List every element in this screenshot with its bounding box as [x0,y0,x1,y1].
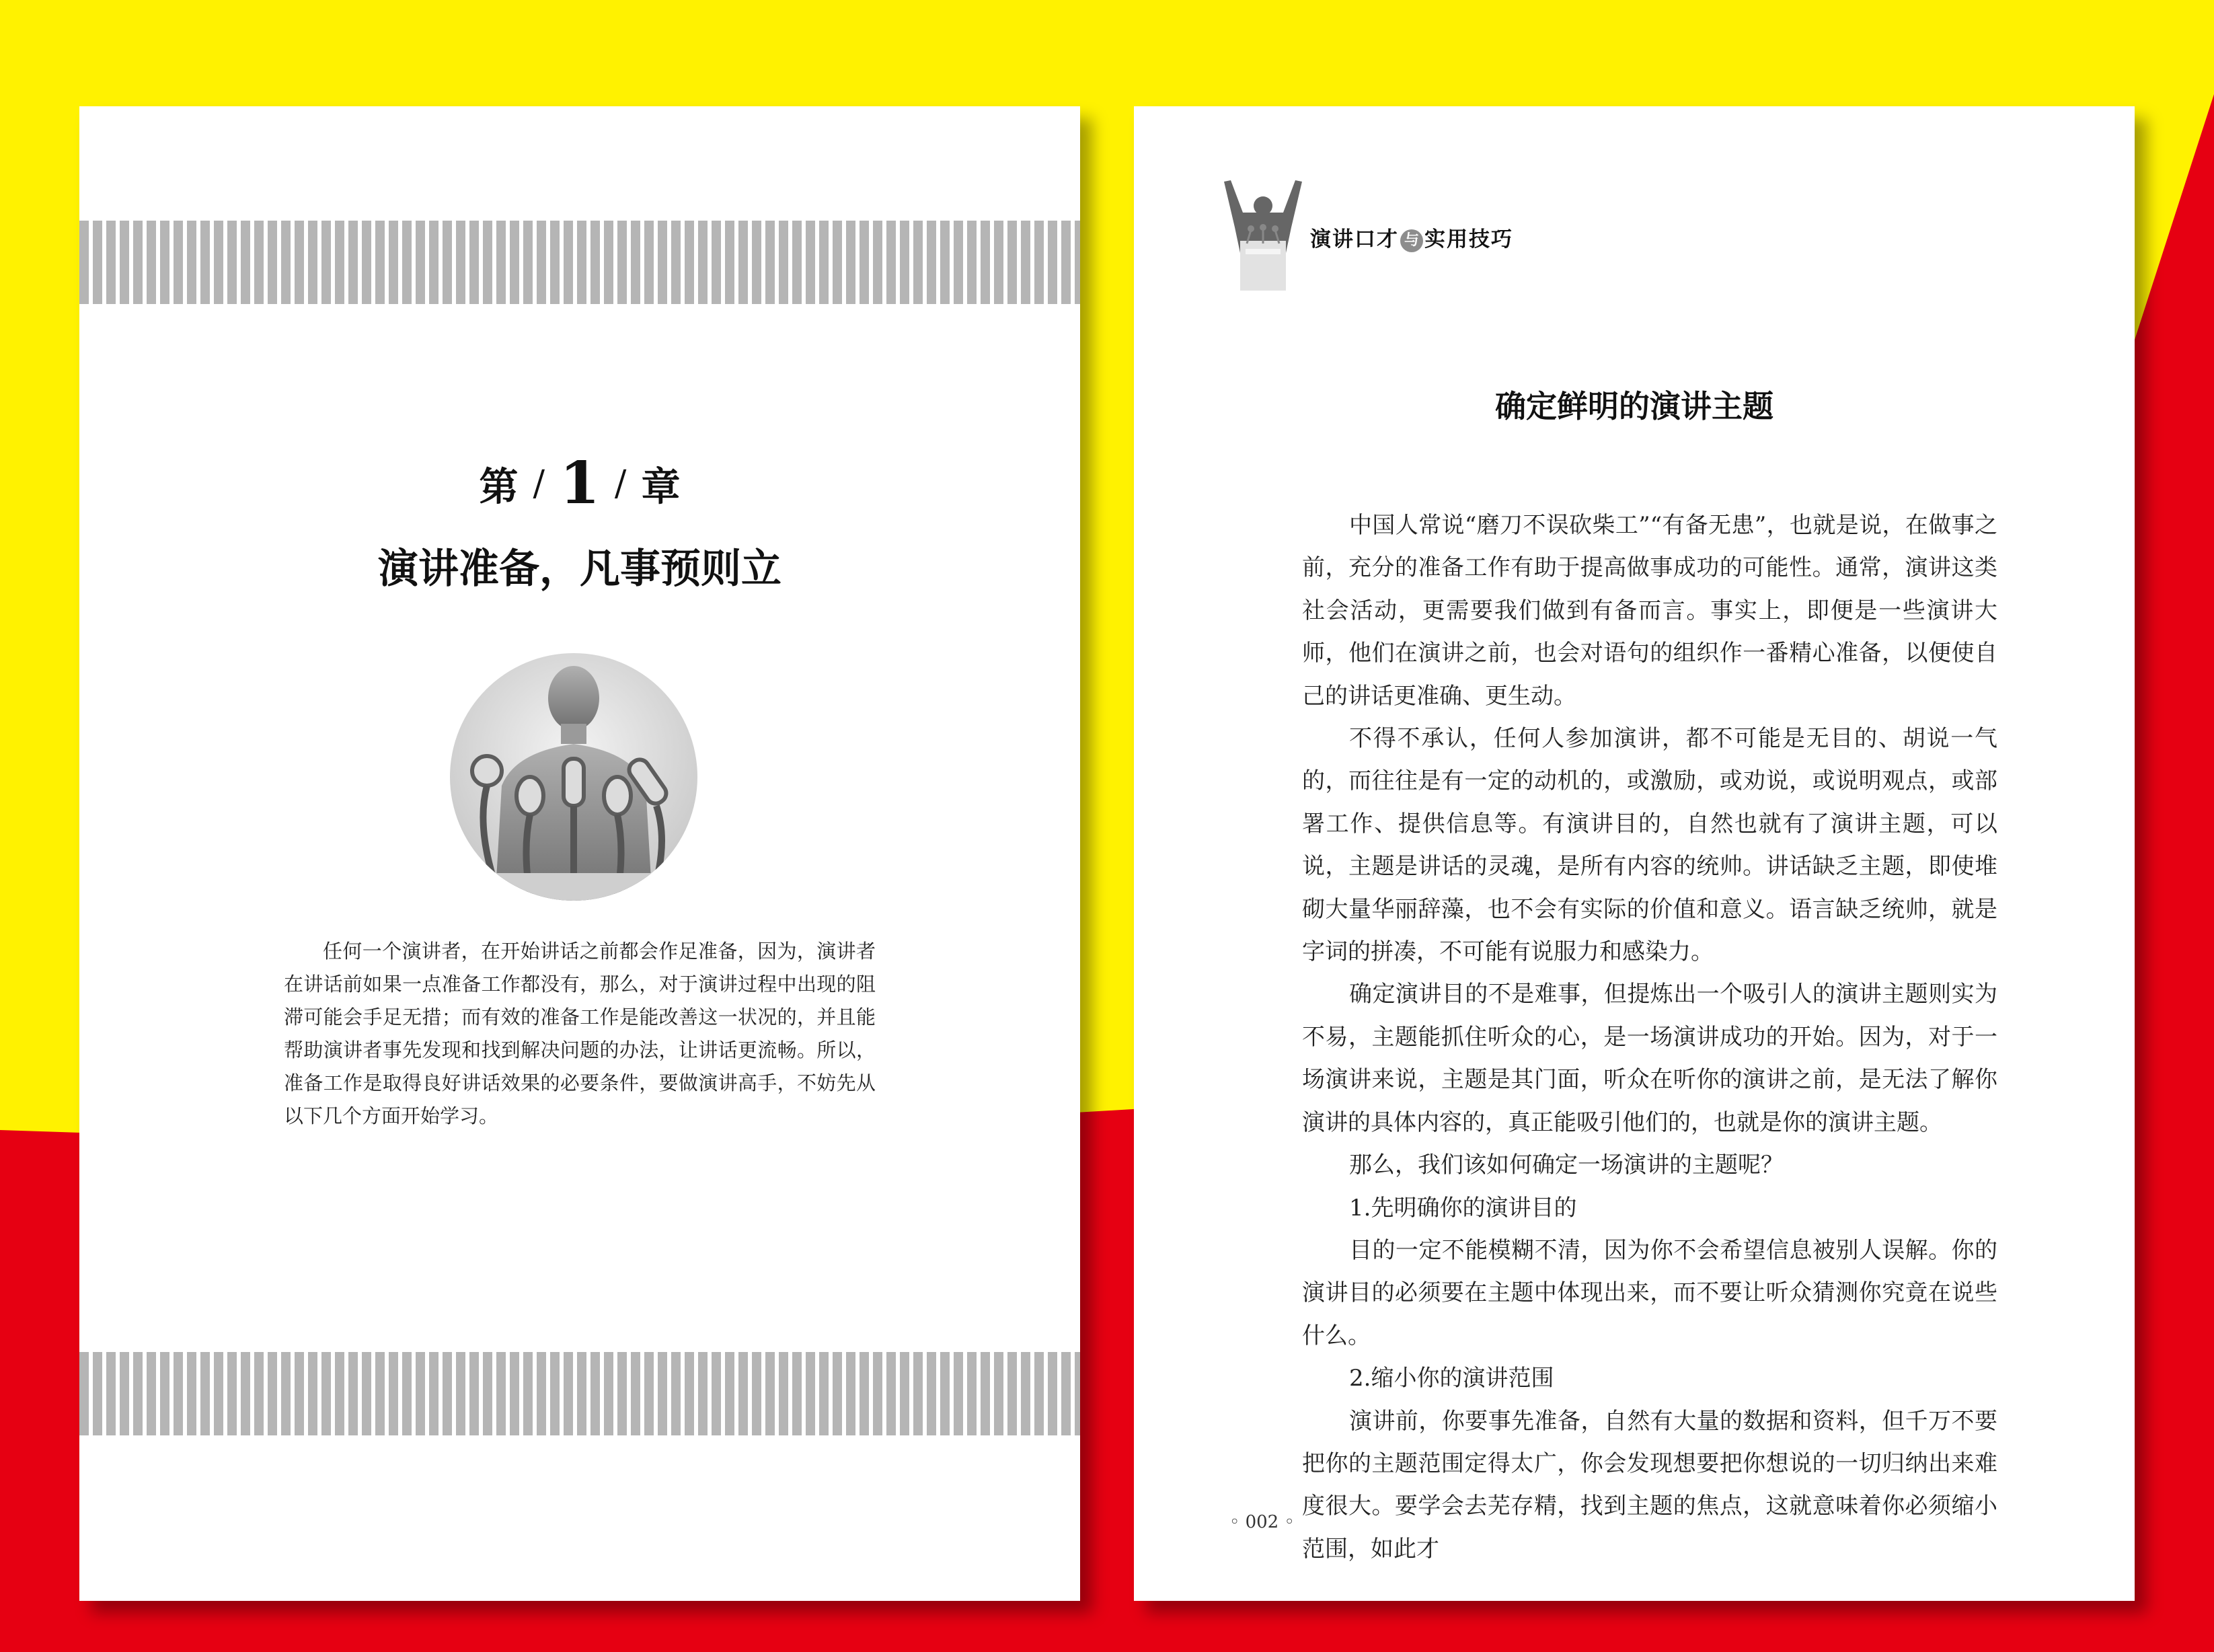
body-paragraph: 演讲前，你要事先准备，自然有大量的数据和资料，但千万不要把你的主题范围定得太广，你会发现想要把你想说的一切归纳出来难度很大。要学会去芜存精，找到主题的焦点，这就意味着你必须缩小范围，如此才 [1302,1407,1997,1563]
body-paragraph: 中国人常说“磨刀不误砍柴工”“有备无患”，也就是说，在做事之前，充分的准备工作有助于提高做事成功的可能性。通常，演讲这类社会活动，更需要我们做到有备而言。事实上，即便是一些演讲大师，他们在演讲之前，也会对语句的组织作一番精心准备，以便使自己的讲话更准确、更生动。 [1302,512,1997,710]
subheading: 1.先明确你的演讲目的 [1349,1194,1577,1222]
intro-paragraph: 任何一个演讲者，在开始讲话之前都会作足准备，因为，演讲者在讲话前如果一点准备工作都没有，那么，对于演讲过程中出现的阻滞可能会手足无措；而有效的准备工作是能改善这一状况的，并且能帮助演讲者事先发现和找到解决问题的办法，让讲话更流畅。所以，准备工作是取得良好讲话效果的必要条件，要做演讲高手，不妨先从以下几个方面开始学习。 [284,940,876,1127]
chapter-intro [284,935,876,1133]
body-paragraph: 不得不承认，任何人参加演讲，都不可能是无目的、胡说一气的，而往往是有一定的动机的，或激励，或劝说，或说明观点，或部署工作、提供信息等。有演讲目的，自然也就有了演讲主题，可以说，主题是讲话的灵魂，是所有内容的统帅。讲话缺乏主题，即使堆砌大量华丽辞藻，也不会有实际的价值和意义。语言缺乏统帅，就是字词的拼凑，不可能有说服力和感染力。 [1302,725,1997,966]
subheading: 2.缩小你的演讲范围 [1349,1365,1554,1392]
bottom-stripe-band [79,1352,1080,1435]
book-title-header [1310,222,1513,252]
book-title-part2: 实用技巧 [1424,227,1513,252]
chapter-prefix: 第 [479,463,519,510]
chapter-slash-right: / [614,463,627,504]
top-stripe-band [79,221,1080,304]
right-page [1134,106,2135,1601]
chapter-title: 演讲准备，凡事预则立 [378,546,781,593]
body-paragraph: 那么，我们该如何确定一场演讲的主题呢？ [1349,1152,1784,1179]
page-number: ◦ 002 ◦ [1229,1512,1295,1532]
chapter-slash-left: / [533,463,545,504]
chapter-heading [79,449,1080,517]
section-title: 确定鲜明的演讲主题 [1495,388,1773,424]
book-title-part1: 演讲口才 [1310,227,1399,252]
body-text [1302,504,1997,1571]
cheering-speaker-podium-icon [1216,179,1310,291]
book-title-connector: 与 [1400,229,1423,252]
chapter-suffix: 章 [641,463,681,510]
left-page [79,106,1080,1601]
body-paragraph: 确定演讲目的不是难事，但提炼出一个吸引人的演讲主题则实为不易，主题能抓住听众的心，是一场演讲成功的开始。因为，对于一场演讲来说，主题是其门面，听众在听你的演讲之前，是无法了解你演讲的具体内容的，真正能吸引他们的，也就是你的演讲主题。 [1302,981,1997,1136]
speaker-with-microphones-icon [448,651,699,903]
chapter-number: 1 [560,449,600,517]
body-paragraph: 目的一定不能模糊不清，因为你不会希望信息被别人误解。你的演讲目的必须要在主题中体现出来，而不要让听众猜测你究竟在说些什么。 [1302,1236,1997,1349]
